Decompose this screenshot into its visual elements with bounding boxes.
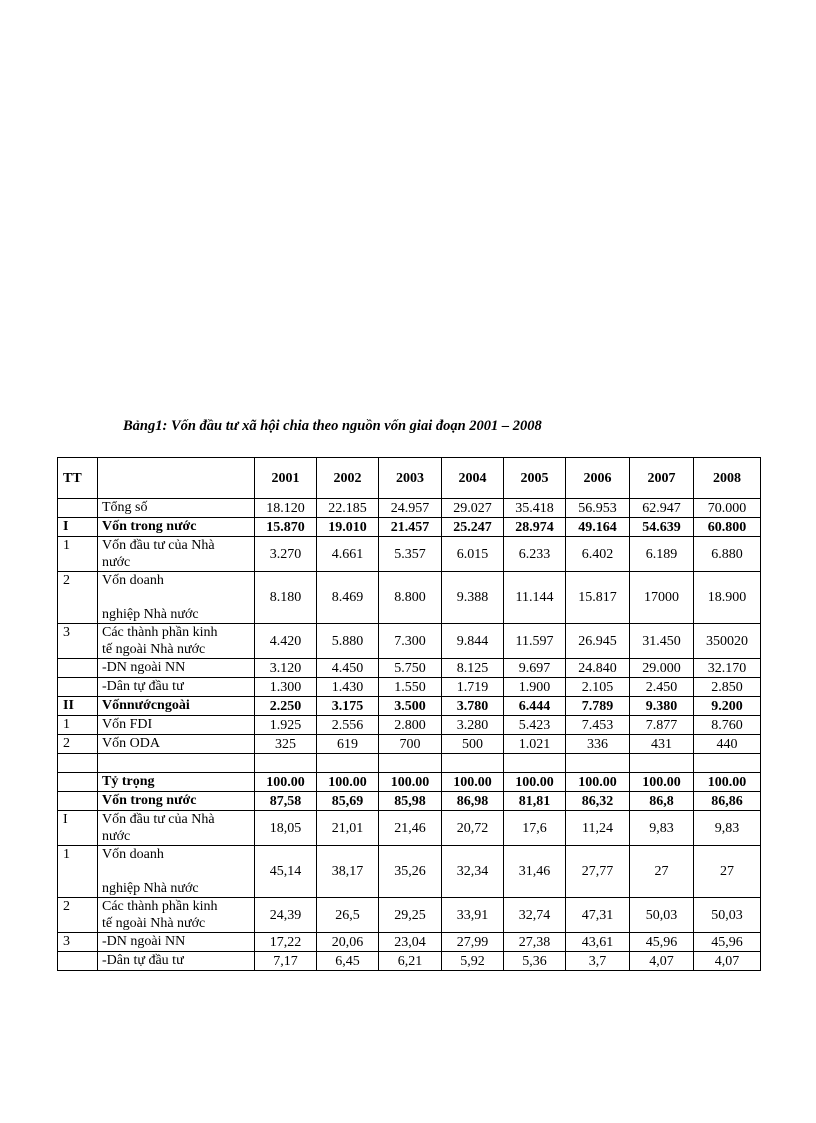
value-cell: 9.200	[694, 697, 761, 716]
value-cell: 26.945	[566, 624, 630, 659]
row-tt: 3	[58, 624, 98, 659]
row-label-line: tế ngoài Nhà nước	[102, 916, 206, 931]
value-cell	[694, 754, 761, 773]
value-cell: 45,14	[255, 846, 317, 898]
value-cell: 5,36	[504, 952, 566, 971]
header-year: 2003	[379, 458, 442, 499]
value-cell	[442, 754, 504, 773]
table-row	[58, 811, 761, 846]
value-cell: 29.000	[630, 659, 694, 678]
row-tt: II	[58, 697, 98, 716]
value-cell	[630, 754, 694, 773]
value-cell: 24.957	[379, 499, 442, 518]
value-cell: 22.185	[317, 499, 379, 518]
value-cell: 1.300	[255, 678, 317, 697]
value-cell: 1.430	[317, 678, 379, 697]
row-tt: 1	[58, 537, 98, 572]
header-year: 2004	[442, 458, 504, 499]
value-cell: 32.170	[694, 659, 761, 678]
value-cell: 25.247	[442, 518, 504, 537]
value-cell	[255, 754, 317, 773]
value-cell: 5.880	[317, 624, 379, 659]
table-row	[58, 952, 761, 971]
value-cell: 9.388	[442, 572, 504, 624]
value-cell: 49.164	[566, 518, 630, 537]
row-label-line: Vốnnướcngoài	[102, 698, 190, 713]
value-cell: 24,39	[255, 898, 317, 933]
value-cell: 3.270	[255, 537, 317, 572]
table-row	[58, 716, 761, 735]
value-cell: 17,6	[504, 811, 566, 846]
value-cell: 5,92	[442, 952, 504, 971]
row-label	[98, 846, 255, 898]
row-label-line: nước	[102, 829, 131, 844]
row-tt	[58, 678, 98, 697]
row-label-line	[102, 754, 251, 771]
investment-table	[57, 457, 761, 971]
row-label-line: -Dân tự đầu tư	[102, 679, 184, 694]
value-cell: 15.870	[255, 518, 317, 537]
value-cell: 6.189	[630, 537, 694, 572]
table-row	[58, 933, 761, 952]
value-cell: 336	[566, 735, 630, 754]
value-cell	[566, 754, 630, 773]
value-cell: 2.450	[630, 678, 694, 697]
table-row	[58, 773, 761, 792]
value-cell: 5.423	[504, 716, 566, 735]
value-cell: 32,34	[442, 846, 504, 898]
value-cell: 8.125	[442, 659, 504, 678]
value-cell: 23,04	[379, 933, 442, 952]
value-cell: 86,86	[694, 792, 761, 811]
row-label-line: Vốn doanh	[102, 573, 164, 588]
row-label	[98, 697, 255, 716]
header-year: 2008	[694, 458, 761, 499]
table-row	[58, 572, 761, 624]
row-tt	[58, 952, 98, 971]
row-tt	[58, 659, 98, 678]
value-cell: 54.639	[630, 518, 694, 537]
value-cell: 33,91	[442, 898, 504, 933]
row-tt	[58, 754, 98, 773]
row-label-line: nước	[102, 555, 131, 570]
value-cell: 7.453	[566, 716, 630, 735]
row-label	[98, 792, 255, 811]
value-cell: 3,7	[566, 952, 630, 971]
value-cell: 11.144	[504, 572, 566, 624]
value-cell: 45,96	[694, 933, 761, 952]
value-cell: 87,58	[255, 792, 317, 811]
header-year: 2002	[317, 458, 379, 499]
value-cell: 100.00	[504, 773, 566, 792]
value-cell: 85,98	[379, 792, 442, 811]
table-row	[58, 735, 761, 754]
value-cell	[379, 754, 442, 773]
value-cell: 27,77	[566, 846, 630, 898]
value-cell: 100.00	[317, 773, 379, 792]
value-cell: 9.697	[504, 659, 566, 678]
header-row	[58, 458, 761, 499]
row-label-line: Vốn trong nước	[102, 519, 197, 534]
table-row	[58, 792, 761, 811]
row-label-line: Tổng số	[102, 500, 148, 515]
value-cell: 9.844	[442, 624, 504, 659]
value-cell: 7.877	[630, 716, 694, 735]
value-cell: 100.00	[566, 773, 630, 792]
row-label	[98, 898, 255, 933]
value-cell: 100.00	[255, 773, 317, 792]
value-cell: 6.880	[694, 537, 761, 572]
header-tt: TT	[58, 458, 98, 499]
table-row	[58, 537, 761, 572]
row-label	[98, 735, 255, 754]
table-row	[58, 754, 761, 773]
value-cell: 81,81	[504, 792, 566, 811]
value-cell	[504, 754, 566, 773]
table-row	[58, 518, 761, 537]
row-label-line: Tỷ trọng	[102, 774, 155, 789]
row-tt	[58, 773, 98, 792]
value-cell: 2.556	[317, 716, 379, 735]
row-label-line: Vốn trong nước	[102, 793, 197, 808]
value-cell: 4.661	[317, 537, 379, 572]
row-tt: 1	[58, 846, 98, 898]
value-cell: 8.469	[317, 572, 379, 624]
value-cell: 3.280	[442, 716, 504, 735]
row-label-line	[102, 863, 251, 880]
value-cell: 431	[630, 735, 694, 754]
row-label	[98, 952, 255, 971]
value-cell: 1.021	[504, 735, 566, 754]
value-cell: 21,01	[317, 811, 379, 846]
value-cell: 70.000	[694, 499, 761, 518]
value-cell: 100.00	[630, 773, 694, 792]
row-label-line	[102, 589, 251, 606]
table-row	[58, 697, 761, 716]
value-cell: 100.00	[442, 773, 504, 792]
table-row	[58, 499, 761, 518]
value-cell: 47,31	[566, 898, 630, 933]
row-label-line: Vốn FDI	[102, 717, 153, 732]
value-cell: 62.947	[630, 499, 694, 518]
row-tt: 2	[58, 735, 98, 754]
value-cell: 17,22	[255, 933, 317, 952]
value-cell: 6.233	[504, 537, 566, 572]
row-label	[98, 933, 255, 952]
row-label	[98, 572, 255, 624]
value-cell: 9,83	[630, 811, 694, 846]
value-cell: 3.780	[442, 697, 504, 716]
value-cell: 31.450	[630, 624, 694, 659]
value-cell: 8.180	[255, 572, 317, 624]
row-label	[98, 659, 255, 678]
value-cell: 350020	[694, 624, 761, 659]
row-label-line: Các thành phần kinh	[102, 625, 218, 640]
value-cell: 6.444	[504, 697, 566, 716]
value-cell: 56.953	[566, 499, 630, 518]
value-cell: 60.800	[694, 518, 761, 537]
value-cell: 4.450	[317, 659, 379, 678]
header-label	[98, 458, 255, 499]
value-cell: 38,17	[317, 846, 379, 898]
value-cell: 11.597	[504, 624, 566, 659]
header-year: 2006	[566, 458, 630, 499]
value-cell: 8.800	[379, 572, 442, 624]
row-label	[98, 678, 255, 697]
row-label-line: Các thành phần kinh	[102, 899, 218, 914]
row-tt	[58, 499, 98, 518]
value-cell: 24.840	[566, 659, 630, 678]
row-tt: I	[58, 518, 98, 537]
value-cell: 5.750	[379, 659, 442, 678]
value-cell: 50,03	[630, 898, 694, 933]
value-cell: 11,24	[566, 811, 630, 846]
value-cell: 18.120	[255, 499, 317, 518]
value-cell: 619	[317, 735, 379, 754]
row-label-line: -DN ngoài NN	[102, 660, 186, 675]
value-cell: 86,8	[630, 792, 694, 811]
value-cell: 8.760	[694, 716, 761, 735]
value-cell: 7,17	[255, 952, 317, 971]
value-cell: 1.550	[379, 678, 442, 697]
value-cell: 43,61	[566, 933, 630, 952]
value-cell	[317, 754, 379, 773]
value-cell: 3.175	[317, 697, 379, 716]
value-cell: 85,69	[317, 792, 379, 811]
row-label-line: Vốn đầu tư của Nhà	[102, 812, 215, 827]
value-cell: 9,83	[694, 811, 761, 846]
value-cell: 32,74	[504, 898, 566, 933]
value-cell: 15.817	[566, 572, 630, 624]
value-cell: 45,96	[630, 933, 694, 952]
value-cell: 6,45	[317, 952, 379, 971]
value-cell: 325	[255, 735, 317, 754]
value-cell: 21,46	[379, 811, 442, 846]
value-cell: 4.420	[255, 624, 317, 659]
value-cell: 2.250	[255, 697, 317, 716]
value-cell: 700	[379, 735, 442, 754]
value-cell: 100.00	[379, 773, 442, 792]
row-tt: I	[58, 811, 98, 846]
table-row	[58, 624, 761, 659]
value-cell: 18,05	[255, 811, 317, 846]
value-cell: 31,46	[504, 846, 566, 898]
header-year: 2005	[504, 458, 566, 499]
value-cell: 1.719	[442, 678, 504, 697]
value-cell: 20,06	[317, 933, 379, 952]
row-tt: 2	[58, 572, 98, 624]
value-cell: 18.900	[694, 572, 761, 624]
value-cell: 5.357	[379, 537, 442, 572]
row-label	[98, 716, 255, 735]
value-cell: 50,03	[694, 898, 761, 933]
table-row	[58, 678, 761, 697]
row-label-line: nghiệp Nhà nước	[102, 607, 199, 622]
table-row	[58, 846, 761, 898]
row-label	[98, 537, 255, 572]
value-cell: 35.418	[504, 499, 566, 518]
table-row	[58, 898, 761, 933]
row-label	[98, 624, 255, 659]
value-cell: 6.015	[442, 537, 504, 572]
header-year: 2001	[255, 458, 317, 499]
row-label-line: -DN ngoài NN	[102, 934, 186, 949]
value-cell: 29,25	[379, 898, 442, 933]
value-cell: 440	[694, 735, 761, 754]
row-label-line: -Dân tự đầu tư	[102, 953, 184, 968]
value-cell: 19.010	[317, 518, 379, 537]
row-label-line: tế ngoài Nhà nước	[102, 642, 206, 657]
table-row	[58, 659, 761, 678]
row-label	[98, 773, 255, 792]
value-cell: 27	[694, 846, 761, 898]
value-cell: 2.105	[566, 678, 630, 697]
value-cell: 86,32	[566, 792, 630, 811]
value-cell: 27,99	[442, 933, 504, 952]
row-label	[98, 499, 255, 518]
row-label-line: Vốn ODA	[102, 736, 160, 751]
value-cell: 6,21	[379, 952, 442, 971]
value-cell: 4,07	[630, 952, 694, 971]
value-cell: 7.789	[566, 697, 630, 716]
header-year: 2007	[630, 458, 694, 499]
value-cell: 1.925	[255, 716, 317, 735]
value-cell: 17000	[630, 572, 694, 624]
value-cell: 20,72	[442, 811, 504, 846]
value-cell: 7.300	[379, 624, 442, 659]
value-cell: 3.120	[255, 659, 317, 678]
value-cell: 3.500	[379, 697, 442, 716]
row-tt: 3	[58, 933, 98, 952]
value-cell: 28.974	[504, 518, 566, 537]
row-label	[98, 811, 255, 846]
value-cell: 26,5	[317, 898, 379, 933]
value-cell: 35,26	[379, 846, 442, 898]
value-cell: 500	[442, 735, 504, 754]
table-caption: Bảng1: Vốn đầu tư xã hội chia theo nguồn vốn giai đoạn 2001 – 2008	[123, 418, 542, 434]
value-cell: 6.402	[566, 537, 630, 572]
row-tt	[58, 792, 98, 811]
row-label-line: nghiệp Nhà nước	[102, 881, 199, 896]
row-label	[98, 518, 255, 537]
row-tt: 2	[58, 898, 98, 933]
value-cell: 29.027	[442, 499, 504, 518]
value-cell: 4,07	[694, 952, 761, 971]
value-cell: 2.850	[694, 678, 761, 697]
value-cell: 100.00	[694, 773, 761, 792]
value-cell: 9.380	[630, 697, 694, 716]
value-cell: 86,98	[442, 792, 504, 811]
value-cell: 27,38	[504, 933, 566, 952]
row-tt: 1	[58, 716, 98, 735]
row-label-line: Vốn doanh	[102, 847, 164, 862]
row-label	[98, 754, 255, 773]
value-cell: 27	[630, 846, 694, 898]
row-label-line: Vốn đầu tư của Nhà	[102, 538, 215, 553]
value-cell: 21.457	[379, 518, 442, 537]
value-cell: 1.900	[504, 678, 566, 697]
value-cell: 2.800	[379, 716, 442, 735]
